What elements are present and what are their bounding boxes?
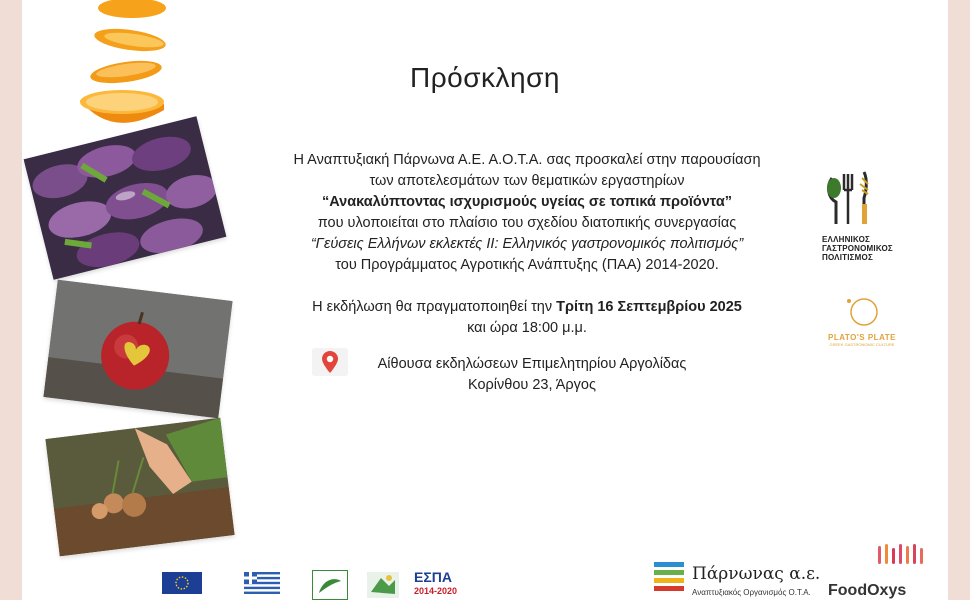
eggplants-photo <box>24 116 227 279</box>
harvest-photo <box>45 418 234 557</box>
event-date: Τρίτη 16 Σεπτεμβρίου 2025 <box>556 299 742 315</box>
intro-line: που υλοποιείται στο πλαίσιο του σχεδίου διατοπικής συνεργασίας <box>317 215 737 231</box>
platos-plate-name: PLATO'S PLATE <box>828 333 896 342</box>
espa-years: 2014-2020 <box>414 586 458 596</box>
parnonas-name: Πάρνωνας α.ε. <box>692 564 821 584</box>
event-date-line <box>262 297 792 318</box>
invitation-body <box>262 150 792 339</box>
venue-block <box>312 354 752 396</box>
parnonas-emblem-icon <box>652 556 686 596</box>
event-time: και ώρα 18:00 μ.μ. <box>467 320 587 336</box>
intro-line: Η Αναπτυξιακή Πάρνωνα Α.Ε. Α.Ο.Τ.Α. σας προσκαλεί στην παρουσίαση <box>293 152 761 168</box>
rural-development-logo <box>367 572 399 598</box>
intro-line: του Προγράμματος Αγροτικής Ανάπτυξης (ΠΑΑ) 2014-2020. <box>335 257 719 273</box>
platos-plate-tagline: GREEK GASTRONOMIC CULTURE <box>829 342 895 347</box>
gastronomy-logo-text <box>822 235 912 262</box>
page-title: Πρόσκληση <box>410 62 560 93</box>
plate-icon <box>842 296 882 328</box>
invitation-card <box>22 0 948 600</box>
venue-name: Αίθουσα εκδηλώσεων Επιμελητηρίου Αργολίδας <box>377 356 687 372</box>
parnonas-subtitle: Αναπτυξιακός Οργανισμός Ο.Τ.Α. <box>692 588 811 597</box>
gastronomy-line: ΓΑΣΤΡΟΝΟΜΙΚΟΣ <box>822 244 893 253</box>
foodoxys-logo: FoodOxys <box>828 582 907 599</box>
greek-flag-logo <box>244 572 280 594</box>
event-prefix: Η εκδήλωση θα πραγματοποιηθεί την <box>312 299 557 315</box>
background-right <box>948 0 970 600</box>
gastronomy-emblem-icon <box>822 168 878 228</box>
background-left <box>0 0 22 600</box>
gastronomy-line: ΕΛΛΗΝΙΚΟΣ <box>822 235 871 244</box>
espa-logo <box>414 570 457 598</box>
project-title: “Γεύσεις Ελλήνων εκλεκτές ΙΙ: Ελληνικός γαστρονομικός πολιτισμός” <box>310 236 744 252</box>
leader-logo <box>312 570 348 600</box>
workshop-title: “Ανακαλύπτοντας ισχυρισμούς υγείας σε τοπικά προϊόντα” <box>321 194 733 210</box>
intro-line: των αποτελεσμάτων των θεματικών εργαστηρίων <box>369 173 685 189</box>
eu-flag-logo <box>162 572 202 594</box>
gastronomy-logo <box>822 168 912 262</box>
espa-name: ΕΣΠΑ <box>414 569 452 585</box>
venue-address: Κορίνθου 23, Άργος <box>468 377 596 393</box>
parnonas-logo <box>652 556 821 600</box>
foodoxys-emblem-icon <box>876 542 932 570</box>
apple-photo <box>43 280 232 419</box>
platos-plate-logo <box>822 296 902 347</box>
gastronomy-line: ΠΟΛΙΤΙΣΜΟΣ <box>822 253 873 262</box>
